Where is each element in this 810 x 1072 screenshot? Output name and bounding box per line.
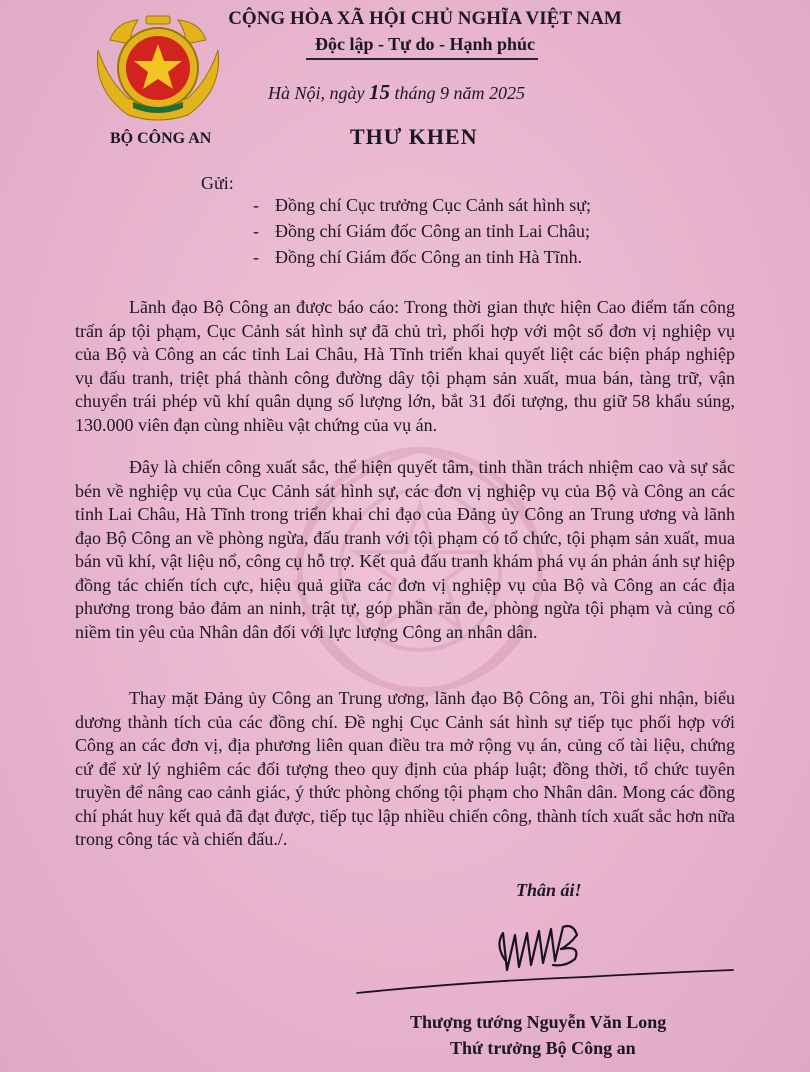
date-day: 15: [369, 80, 390, 104]
recipient-item: - Đồng chí Giám đốc Công an tỉnh Lai Châu;: [253, 221, 590, 241]
closing-greeting: Thân ái!: [516, 880, 582, 900]
date-prefix: Hà Nội, ngày: [268, 83, 365, 103]
body-paragraph: Lãnh đạo Bộ Công an được báo cáo: Trong thời gian thực hiện Cao điểm tấn công trấn áp tội phạm, Cục Cảnh sát hình sự đã chủ trì, phối hợp với một số đơn vị nghiệp vụ của Bộ và Công an các tỉnh Lai Châu, Hà Tĩnh triển khai quyết liệt các biện pháp nghiệp vụ đấu tranh, triệt phá thành công đường dây tội phạm sản xuất, mua bán, tàng trữ, vận chuyển trái phép vũ khí quân dụng số lượng lớn, bắt 31 đối tượng, thu giữ 58 khẩu súng, 130.000 viên đạn cùng nhiều vật chứng của vụ án.: [75, 297, 735, 435]
recipient-list: [253, 192, 591, 270]
police-emblem-icon: [88, 10, 228, 125]
handwritten-signature: [355, 915, 735, 1000]
country-name: CỘNG HÒA XÃ HỘI CHỦ NGHĨA VIỆT NAM: [228, 8, 622, 29]
ministry-name: BỘ CÔNG AN: [110, 130, 212, 147]
signer-name: Thượng tướng Nguyễn Văn Long: [410, 1012, 667, 1032]
body-paragraph: Đây là chiến công xuất sắc, thể hiện quyết tâm, tinh thần trách nhiệm cao và sự sắc bén về nghiệp vụ của Cục Cảnh sát hình sự, các đơn vị nghiệp vụ của Bộ và Công an các tỉnh Lai Châu, Hà Tĩnh trong triển khai chỉ đạo của Đảng ủy Công an Trung ương và lãnh đạo Bộ Công an về phòng ngừa, đấu tranh với tội phạm có tổ chức, tội phạm sản xuất, mua bán vũ khí, vật liệu nổ, công cụ hỗ trợ. Kết quả đấu tranh khám phá vụ án phản ánh sự hiệp đồng tác chiến tích cực, hiệu quả giữa các đơn vị nghiệp vụ của Bộ và Công an các địa phương trong bảo đảm an ninh, trật tự, góp phần răn đe, phòng ngừa tội phạm và củng cố niềm tin yêu của Nhân dân đối với lực lượng Công an nhân dân.: [75, 457, 735, 642]
signer-title: Thứ trưởng Bộ Công an: [450, 1038, 636, 1058]
national-motto: Độc lập - Tự do - Hạnh phúc: [314, 34, 536, 54]
recipients-label: Gửi:: [201, 173, 234, 193]
body-paragraph: Thay mặt Đảng ủy Công an Trung ương, lãnh đạo Bộ Công an, Tôi ghi nhận, biểu dương thành tích của các đồng chí. Đề nghị Cục Cảnh sát hình sự tiếp tục phối hợp với Công an các đơn vị, địa phương liên quan điều tra mở rộng vụ án, củng cố tài liệu, chứng cứ để xử lý nghiêm các đối tượng theo quy định của pháp luật; đồng thời, tổ chức tuyên truyền để nâng cao cảnh giác, ý thức phòng chống tội phạm cho Nhân dân. Mong các đồng chí phát huy kết quả đã đạt được, tiếp tục lập nhiều chiến công, thành tích xuất sắc hơn nữa trong công tác và chiến đấu./.: [75, 688, 735, 849]
recipient-item: - Đồng chí Giám đốc Công an tỉnh Hà Tĩnh.: [253, 247, 583, 267]
recipient-item: - Đồng chí Cục trưởng Cục Cảnh sát hình sự;: [253, 195, 592, 215]
date-suffix: tháng 9 năm 2025: [394, 83, 525, 103]
motto-underline: [306, 58, 538, 60]
letter-title: THƯ KHEN: [350, 124, 478, 149]
date-line: [268, 80, 525, 105]
